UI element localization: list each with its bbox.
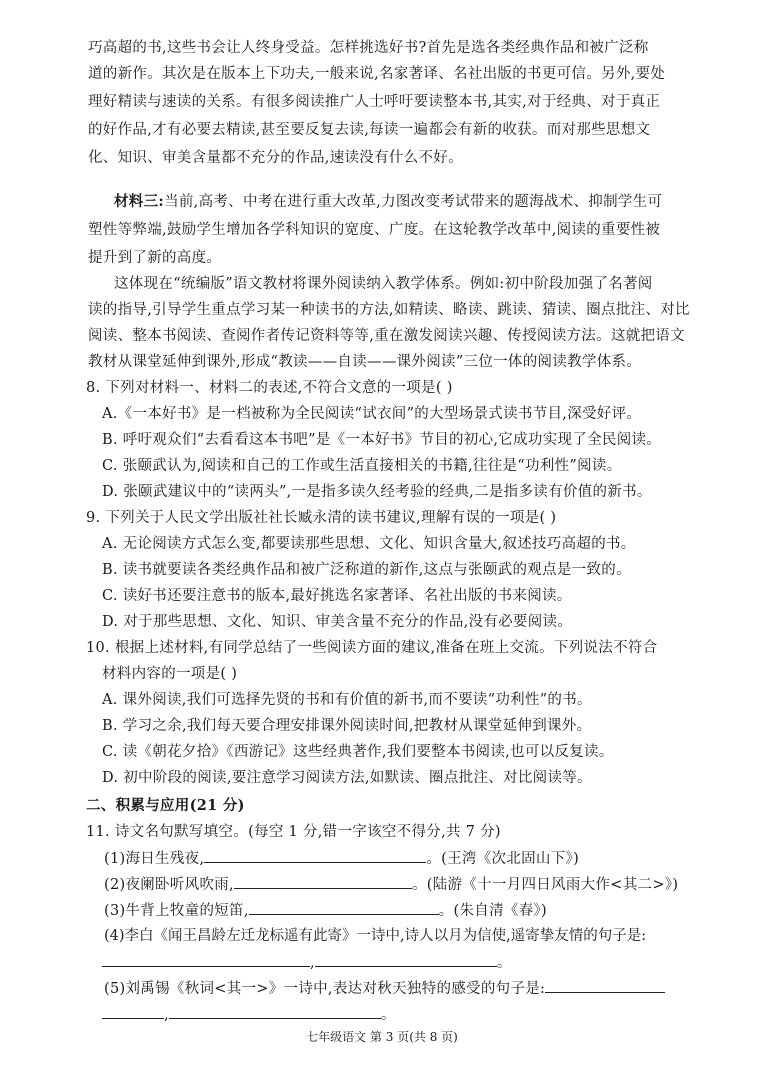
- passage-line: 塑性等弊端,鼓励学生增加各学科知识的宽度、广度。在这轮教学改革中,阅读的重要性被: [88, 222, 661, 238]
- passage-line: 阅读、整本书阅读、查阅作者传记资料等等,重在激发阅读兴趣、传授阅读方法。这就把语文: [88, 328, 685, 344]
- question-10-option-a: A. 课外阅读,我们可选择先贤的书和有价值的新书,而不要读“功利性”的书。: [102, 692, 592, 708]
- question-10-option-c: C. 读《朝花夕拾》《西游记》这些经典著作,我们要整本书阅读,也可以反复读。: [102, 744, 614, 760]
- question-10-option-d: D. 初中阶段的阅读,要注意学习阅读方法,如默读、圈点批注、对比阅读等。: [102, 770, 592, 786]
- answer-blank[interactable]: [102, 1004, 164, 1019]
- question-9-option-d: D. 对于那些思想、文化、知识、审美含量不充分的作品,没有必要阅读。: [102, 614, 573, 630]
- fill-item-5: (5)刘禹锡《秋词<其一>》一诗中,表达对秋天独特的感受的句子是:: [104, 978, 704, 999]
- passage-line: 读的指导,引导学生重点学习某一种读书的方法,如精读、略读、跳读、猜读、圈点批注、对比: [88, 302, 690, 318]
- question-9-stem: 9. 下列关于人民文学出版社社长臧永清的读书建议,理解有误的一项是( ): [86, 510, 557, 526]
- page-footer: 七年级语文 第 3 页(共 8 页): [306, 1030, 458, 1044]
- passage-line: 这体现在“统编版”语文教材将课外阅读纳入教学体系。例如:初中阶段加强了名著阅: [114, 276, 653, 292]
- answer-blank[interactable]: [234, 874, 412, 889]
- passage-line: 教材从课堂延伸到课外,形成“教读——自读——课外阅读”三位一体的阅读教学体系。: [88, 354, 642, 370]
- fill-item-5-blanks: , 。: [102, 1004, 702, 1025]
- question-9-option-a: A. 无论阅读方式怎么变,都要读那些思想、文化、知识含量大,叙述技巧高超的书。: [102, 536, 636, 552]
- fill-item-3: (3)牛背上牧童的短笛, 。(朱自清《春》): [104, 900, 704, 921]
- question-10-option-b: B. 学习之余,我们每天要合理安排课外阅读时间,把教材从课堂延伸到课外。: [102, 718, 592, 734]
- material-three-first-line: [114, 192, 714, 212]
- fill-item-1: (1)海日生残夜, 。(王湾《次北固山下》): [104, 848, 704, 869]
- question-8-option-a: A.《一本好书》是一档被称为全民阅读“试衣间”的大型场景式读书节目,深受好评。: [102, 406, 642, 422]
- question-11-stem: 11. 诗文名句默写填空。(每空 1 分,错一字该空不得分,共 7 分): [86, 824, 501, 840]
- question-9-option-c: C. 读好书还要注意书的版本,最好挑选名家著译、名社出版的书来阅读。: [102, 588, 572, 604]
- passage-line: 的好作品,才有必要去精读,甚至要反复去读,每读一遍都会有新的收获。而对那些思想文: [88, 122, 651, 138]
- fill-item-4-blanks: , 。: [102, 952, 702, 973]
- answer-blank[interactable]: [545, 978, 665, 993]
- answer-blank[interactable]: [315, 952, 497, 967]
- material-three-text: 当前,高考、中考在进行重大改革,力图改变考试带来的题海战术、抑制学生可: [164, 194, 663, 210]
- passage-line: 提升到了新的高度。: [88, 250, 222, 266]
- section-2-heading: 二、积累与应用(21 分): [86, 797, 245, 814]
- passage-line: 化、知识、审美含量都不充分的作品,速读没有什么不好。: [88, 150, 463, 166]
- question-8-option-b: B. 呼吁观众们“去看看这本书吧”是《一本好书》节目的初心,它成功实现了全民阅读。: [102, 432, 662, 448]
- fill-item-2: (2)夜阑卧听风吹雨, 。(陆游《十一月四日风雨大作<其二>》): [104, 874, 704, 895]
- answer-blank[interactable]: [249, 900, 439, 915]
- passage-line: 道的新作。其次是在版本上下功夫,一般来说,名家著译、名社出版的书更可信。另外,要处: [88, 66, 666, 82]
- material-three-label: 材料三:: [114, 193, 165, 210]
- question-10-stem: 10. 根据上述材料,有同学总结了一些阅读方面的建议,准备在班上交流。下列说法不符合: [86, 640, 658, 656]
- question-9-option-b: B. 读书就要读各类经典作品和被广泛称道的新作,这点与张颐武的观点是一致的。: [102, 562, 631, 578]
- answer-blank[interactable]: [204, 848, 426, 863]
- answer-blank[interactable]: [169, 1004, 381, 1019]
- fill-item-4: (4)李白《闻王昌龄左迁龙标遥有此寄》一诗中,诗人以月为信使,遥寄挚友情的句子是:: [104, 928, 647, 944]
- answer-blank[interactable]: [102, 952, 310, 967]
- passage-line: 巧高超的书,这些书会让人终身受益。怎样挑选好书?首先是选各类经典作品和被广泛称: [88, 40, 649, 56]
- question-8-option-d: D. 张颐武建议中的“读两头”,一是指多读久经考验的经典,二是指多读有价值的新书。: [102, 484, 652, 500]
- question-8-option-c: C. 张颐武认为,阅读和自己的工作或生活直接相关的书籍,往往是“功利性”阅读。: [102, 458, 622, 474]
- passage-line: 理好精读与速读的关系。有很多阅读推广人士呼吁要读整本书,其实,对于经典、对于真正: [88, 94, 661, 110]
- question-10-stem-cont: 材料内容的一项是( ): [102, 666, 238, 682]
- question-8-stem: 8. 下列对材料一、材料二的表述,不符合文意的一项是( ): [86, 380, 453, 396]
